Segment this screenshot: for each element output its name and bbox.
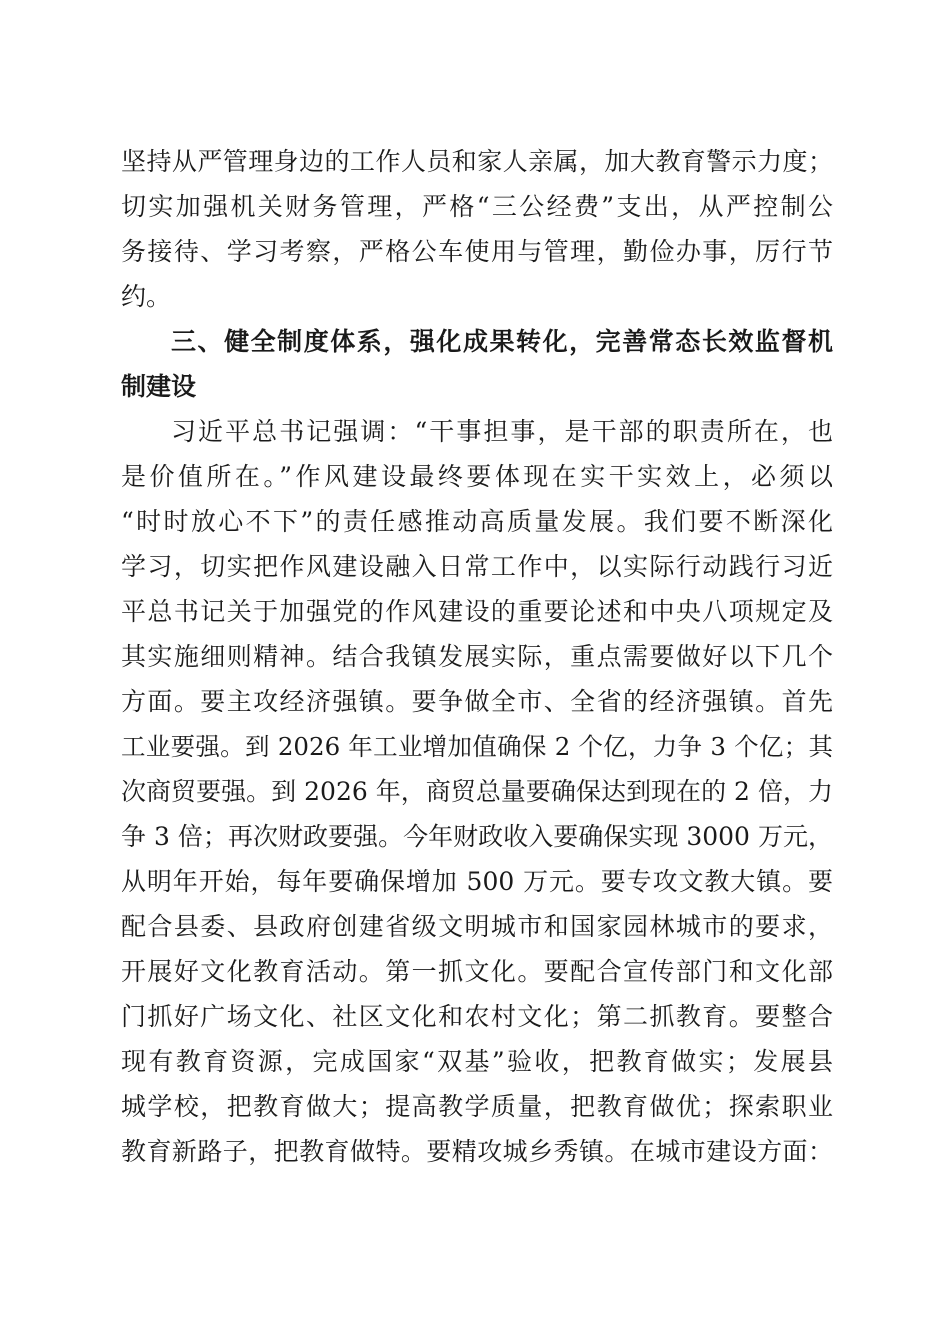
paragraph-line: 切实加强机关财务管理，严格“三公经费”支出，从严控制公	[121, 192, 833, 221]
paragraph-line: 平总书记关于加强党的作风建设的重要论述和中央八项规定及	[121, 597, 833, 626]
paragraph-line: 学习，切实把作风建设融入日常工作中，以实际行动践行习近	[121, 552, 833, 581]
paragraph-line: 工业要强。到 2026 年工业增加值确保 2 个亿，力争 3 个亿；其	[121, 732, 833, 761]
paragraph-line: 其实施细则精神。结合我镇发展实际，重点需要做好以下几个	[121, 642, 833, 671]
paragraph-line: 习近平总书记强调：“干事担事，是干部的职责所在，也	[171, 417, 833, 446]
section-heading: 制建设	[121, 372, 197, 401]
paragraph-line: 开展好文化教育活动。第一抓文化。要配合宣传部门和文化部	[121, 957, 833, 986]
paragraph-line: 是价值所在。”作风建设最终要体现在实干实效上，必须以	[121, 462, 833, 491]
paragraph-line: 约。	[121, 282, 172, 311]
paragraph-line: 次商贸要强。到 2026 年，商贸总量要确保达到现在的 2 倍，力	[121, 777, 833, 806]
paragraph-line: 坚持从严管理身边的工作人员和家人亲属，加大教育警示力度；	[121, 147, 833, 176]
paragraph-line: 方面。要主攻经济强镇。要争做全市、全省的经济强镇。首先	[121, 687, 833, 716]
paragraph-line: 教育新路子，把教育做特。要精攻城乡秀镇。在城市建设方面：	[121, 1137, 833, 1166]
paragraph-line: 配合县委、县政府创建省级文明城市和国家园林城市的要求，	[121, 912, 833, 941]
paragraph-line: 争 3 倍；再次财政要强。今年财政收入要确保实现 3000 万元，	[121, 822, 833, 851]
paragraph-line: “时时放心不下”的责任感推动高质量发展。我们要不断深化	[121, 507, 833, 536]
paragraph-line: 现有教育资源，完成国家“双基”验收，把教育做实；发展县	[121, 1047, 833, 1076]
paragraph-line: 从明年开始，每年要确保增加 500 万元。要专攻文教大镇。要	[121, 867, 833, 896]
paragraph-line: 城学校，把教育做大；提高教学质量，把教育做优；探索职业	[121, 1092, 833, 1121]
section-heading: 三、健全制度体系，强化成果转化，完善常态长效监督机	[171, 327, 833, 356]
paragraph-line: 门抓好广场文化、社区文化和农村文化；第二抓教育。要整合	[121, 1002, 833, 1031]
paragraph-line: 务接待、学习考察，严格公车使用与管理，勤俭办事，厉行节	[121, 237, 833, 266]
